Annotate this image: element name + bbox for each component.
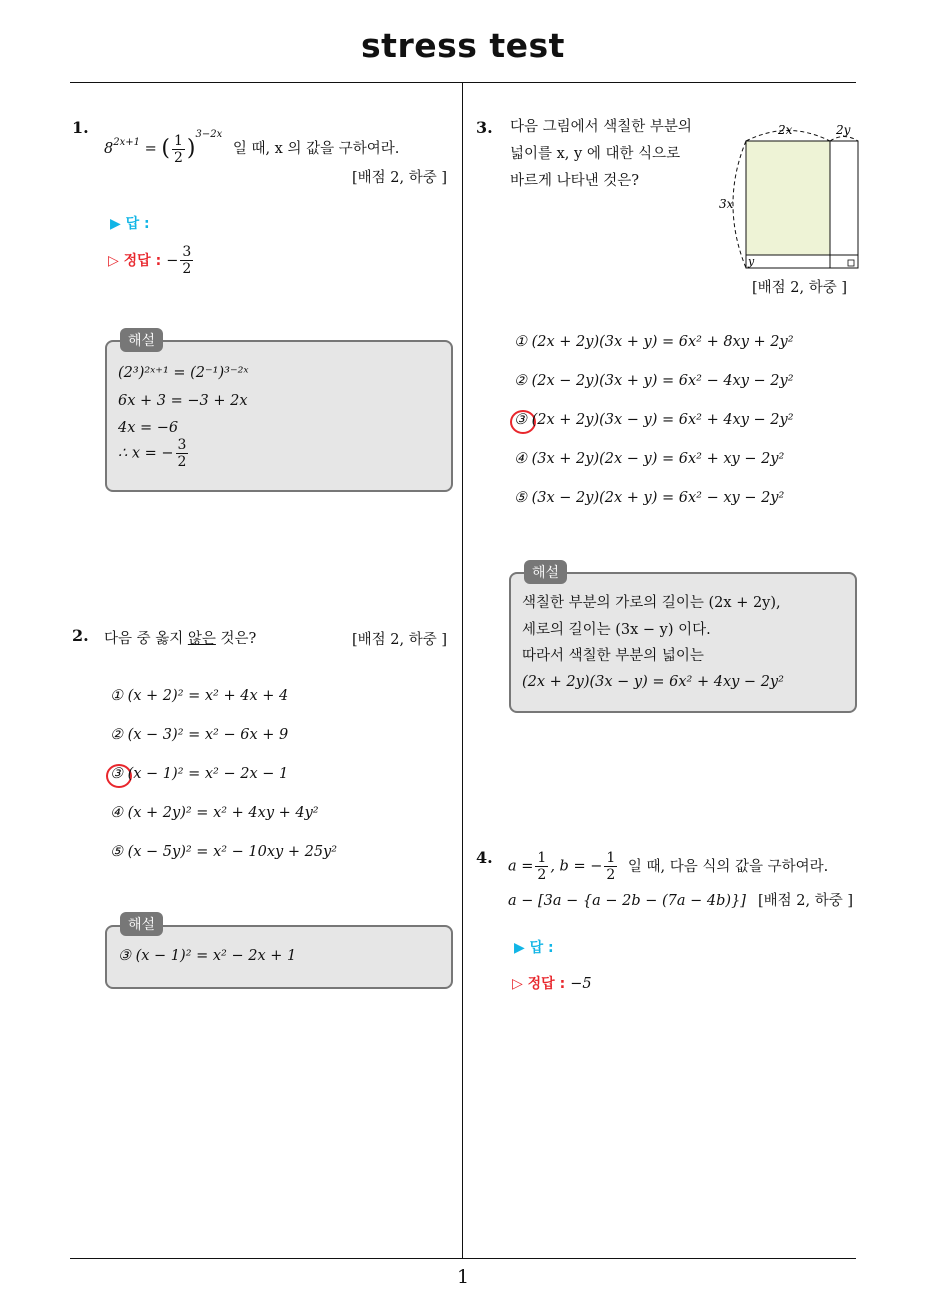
q4-expression: a − [3a − {a − 2b − (7a − 4b)}] [508,893,746,909]
q1-expl-line4: ∴ x = − $\frac{3}{2}$ [118,437,187,470]
q1-correct-sign: − [166,253,179,269]
q1-correct-label: ▷ 정답 : [108,253,162,269]
q3-option-3[interactable]: ③ (2x + 2y)(3x − y) = 6x² + 4xy − 2y² [514,412,794,428]
q3-top-brace-b [830,137,858,142]
q1-question [104,122,399,166]
q4-b-fraction: $\frac{1}{2}$ [606,850,616,883]
q2-option-3[interactable]: ③ (x − 1)² = x² − 2x − 1 [110,766,289,782]
q3-expl-line4: (2x + 2y)(3x − y) = 6x² + 4xy − 2y² [522,674,784,690]
q1-eq-exp-left: 2x+1 [113,137,140,148]
q4-correct-answer [512,971,592,997]
q3-label-top-b: 2y [836,123,851,137]
q4-number: 4. [476,848,493,867]
q1-half-fraction: $\frac{1}{2}$ [173,132,183,166]
q2-option-1[interactable]: ① (x + 2)² = x² + 4x + 4 [110,688,289,704]
q2-option-2[interactable]: ② (x − 3)² = x² − 6x + 9 [110,727,289,743]
q3-expl-line2: 세로의 길이는 (3x − y) 이다. [522,622,711,638]
q1-eq-base: 8 [104,141,114,157]
q4-answer-label: ▶ 답 : [514,940,554,956]
q1-correct-answer [108,244,195,277]
q3-label-left: 3x [719,197,734,211]
q3-option-5[interactable]: ⑤ (3x − 2y)(2x + y) = 6x² − xy − 2y² [514,490,785,506]
q3-label-top-a: 2x [778,123,793,137]
q1-score: [배점 2, 하중 ] [352,170,448,186]
q4-correct-value: −5 [570,976,592,992]
q2-expl-line1: ③ (x − 1)² = x² − 2x + 1 [118,948,297,964]
q3-option-4[interactable]: ④ (3x + 2y)(2x − y) = 6x² + xy − 2y² [514,451,785,467]
q3-figure [716,118,866,278]
q2-score: [배점 2, 하중 ] [352,632,448,648]
q3-expl-line1: 색칠한 부분의 가로의 길이는 (2x + 2y), [522,595,781,611]
page-title: stress test [361,26,565,65]
footer-rule [70,1258,856,1259]
q4-a-fraction: $\frac{1}{2}$ [537,850,547,883]
q2-number: 2. [72,626,89,645]
q3-text-line1: 다음 그림에서 색칠한 부분의 [510,119,692,135]
q4-question: a = $\frac{1}{2}$ , b = − $\frac{1}{2}$ 일 때, 다음 식의 값을 구하여라. [508,850,829,883]
q3-text-line3: 바르게 나타낸 것은? [510,173,640,189]
q2-question: 다음 중 옳지 않은 것은? [104,631,257,647]
q2-option-4[interactable]: ④ (x + 2y)² = x² + 4xy + 4y² [110,805,319,821]
column-divider [462,83,463,1259]
q3-score: [배점 2, 하중 ] [752,280,848,296]
q3-left-brace [733,141,746,268]
q1-expl-fraction: $\frac{3}{2}$ [177,437,187,470]
page-number: 1 [456,1266,470,1288]
q3-explanation-tag: 해설 [524,560,567,584]
q1-number: 1. [72,118,89,137]
q1-correct-fraction: $\frac{3}{2}$ [182,244,192,277]
q3-right-angle-mark [848,260,854,266]
q1-paren-open: ( [161,136,170,161]
q3-option-1[interactable]: ① (2x + 2y)(3x + y) = 6x² + 8xy + 2y² [514,334,794,350]
header-rule [70,82,856,83]
q3-number: 3. [476,118,493,137]
q1-expl-line2: 6x + 3 = −3 + 2x [118,393,248,409]
q3-text-line2: 넓이를 x, y 에 대한 식으로 [510,146,681,162]
q2-option-5[interactable]: ⑤ (x − 5y)² = x² − 10xy + 25y² [110,844,338,860]
q3-expl-line3: 따라서 색칠한 부분의 넓이는 [522,648,704,664]
q1-expl-line1: (2³)²ˣ⁺¹ = (2⁻¹)³⁻²ˣ [118,365,249,381]
q3-shaded-region [746,141,830,255]
q1-paren-close: ) [186,136,196,161]
q1-explanation-tag: 해설 [120,328,163,352]
q1-answer-label: ▶ 답 : [110,216,150,232]
q1-expl-line3: 4x = −6 [118,420,179,436]
q3-label-bottom: y [748,255,755,268]
q4-correct-label: ▷ 정답 : [512,976,566,992]
q4-score: [배점 2, 하중 ] [758,893,854,909]
q1-eq-sign: = [144,141,157,157]
q1-text: 일 때, x 의 값을 구하여라. [232,141,400,157]
q2-explanation-tag: 해설 [120,912,163,936]
q3-option-2[interactable]: ② (2x − 2y)(3x + y) = 6x² − 4xy − 2y² [514,373,794,389]
q1-eq-exp-right: 3−2x [195,129,223,140]
